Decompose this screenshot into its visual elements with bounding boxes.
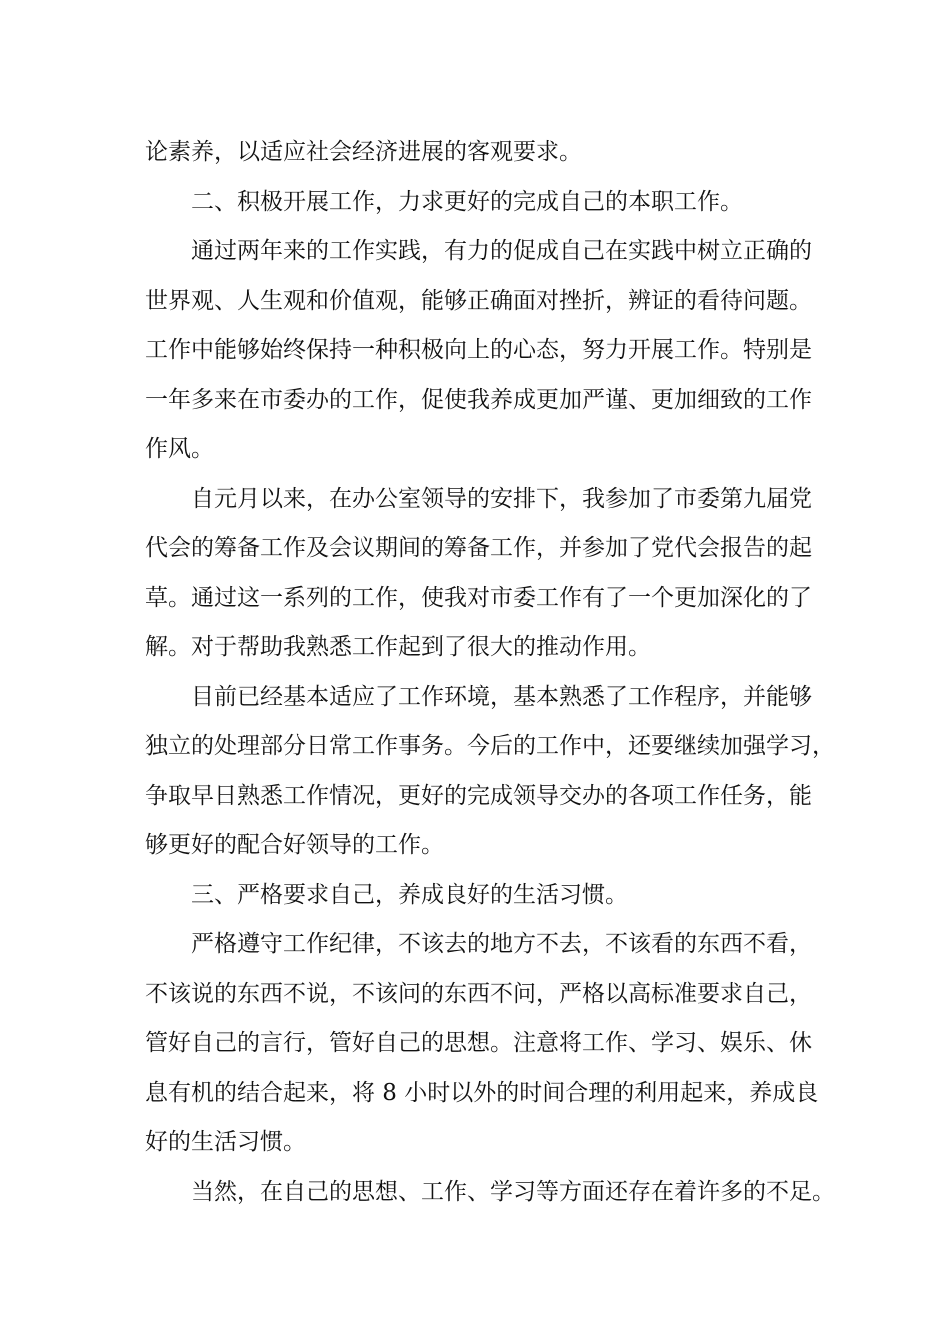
- text-line: 世界观、人生观和价值观，能够正确面对挫折，辨证的看待问题。: [145, 287, 812, 314]
- text-line: 代会的筹备工作及会议期间的筹备工作，并参加了党代会报告的起: [145, 535, 812, 561]
- text-line: 作风。: [145, 436, 214, 462]
- text-line: 独立的处理部分日常工作事务。今后的工作中，还要继续加强学习，: [145, 733, 835, 759]
- text-line: 通过两年来的工作实践，有力的促成自己在实践中树立正确的: [191, 238, 812, 264]
- text-line: 论素养，以适应社会经济进展的客观要求。: [145, 139, 582, 165]
- document-body: [145, 128, 835, 1217]
- text-line: 息有机的结合起来，将 8 小时以外的时间合理的利用起来，养成良: [145, 1079, 819, 1106]
- text-line: 工作中能够始终保持一种积极向上的心态，努力开展工作。特别是: [145, 337, 812, 363]
- text-line: 够更好的配合好领导的工作。: [145, 832, 444, 858]
- text-line: 当然，在自己的思想、工作、学习等方面还存在着许多的不足。: [191, 1178, 835, 1205]
- text-line: 解。对于帮助我熟悉工作起到了很大的推动作用。: [145, 634, 651, 660]
- text-line: 二、积极开展工作，力求更好的完成自己的本职工作。: [191, 188, 743, 215]
- text-line: 自元月以来，在办公室领导的安排下，我参加了市委第九届党: [191, 485, 812, 512]
- text-line: 好的生活习惯。: [145, 1129, 306, 1155]
- text-line: 严格遵守工作纪律，不该去的地方不去，不该看的东西不看，: [191, 931, 812, 957]
- text-line: 管好自己的言行，管好自己的思想。注意将工作、学习、娱乐、休: [145, 1030, 812, 1056]
- text-line: 草。通过这一系列的工作，使我对市委工作有了一个更加深化的了: [145, 584, 812, 611]
- text-line: 目前已经基本适应了工作环境，基本熟悉了工作程序，并能够: [191, 683, 812, 710]
- text-line: 争取早日熟悉工作情况，更好的完成领导交办的各项工作任务，能: [145, 782, 812, 809]
- text-line: 三、严格要求自己，养成良好的生活习惯。: [191, 881, 628, 908]
- text-line: 一年多来在市委办的工作，促使我养成更加严谨、更加细致的工作: [145, 386, 812, 413]
- text-line: 不该说的东西不说，不该问的东西不问，严格以高标准要求自己，: [145, 980, 812, 1007]
